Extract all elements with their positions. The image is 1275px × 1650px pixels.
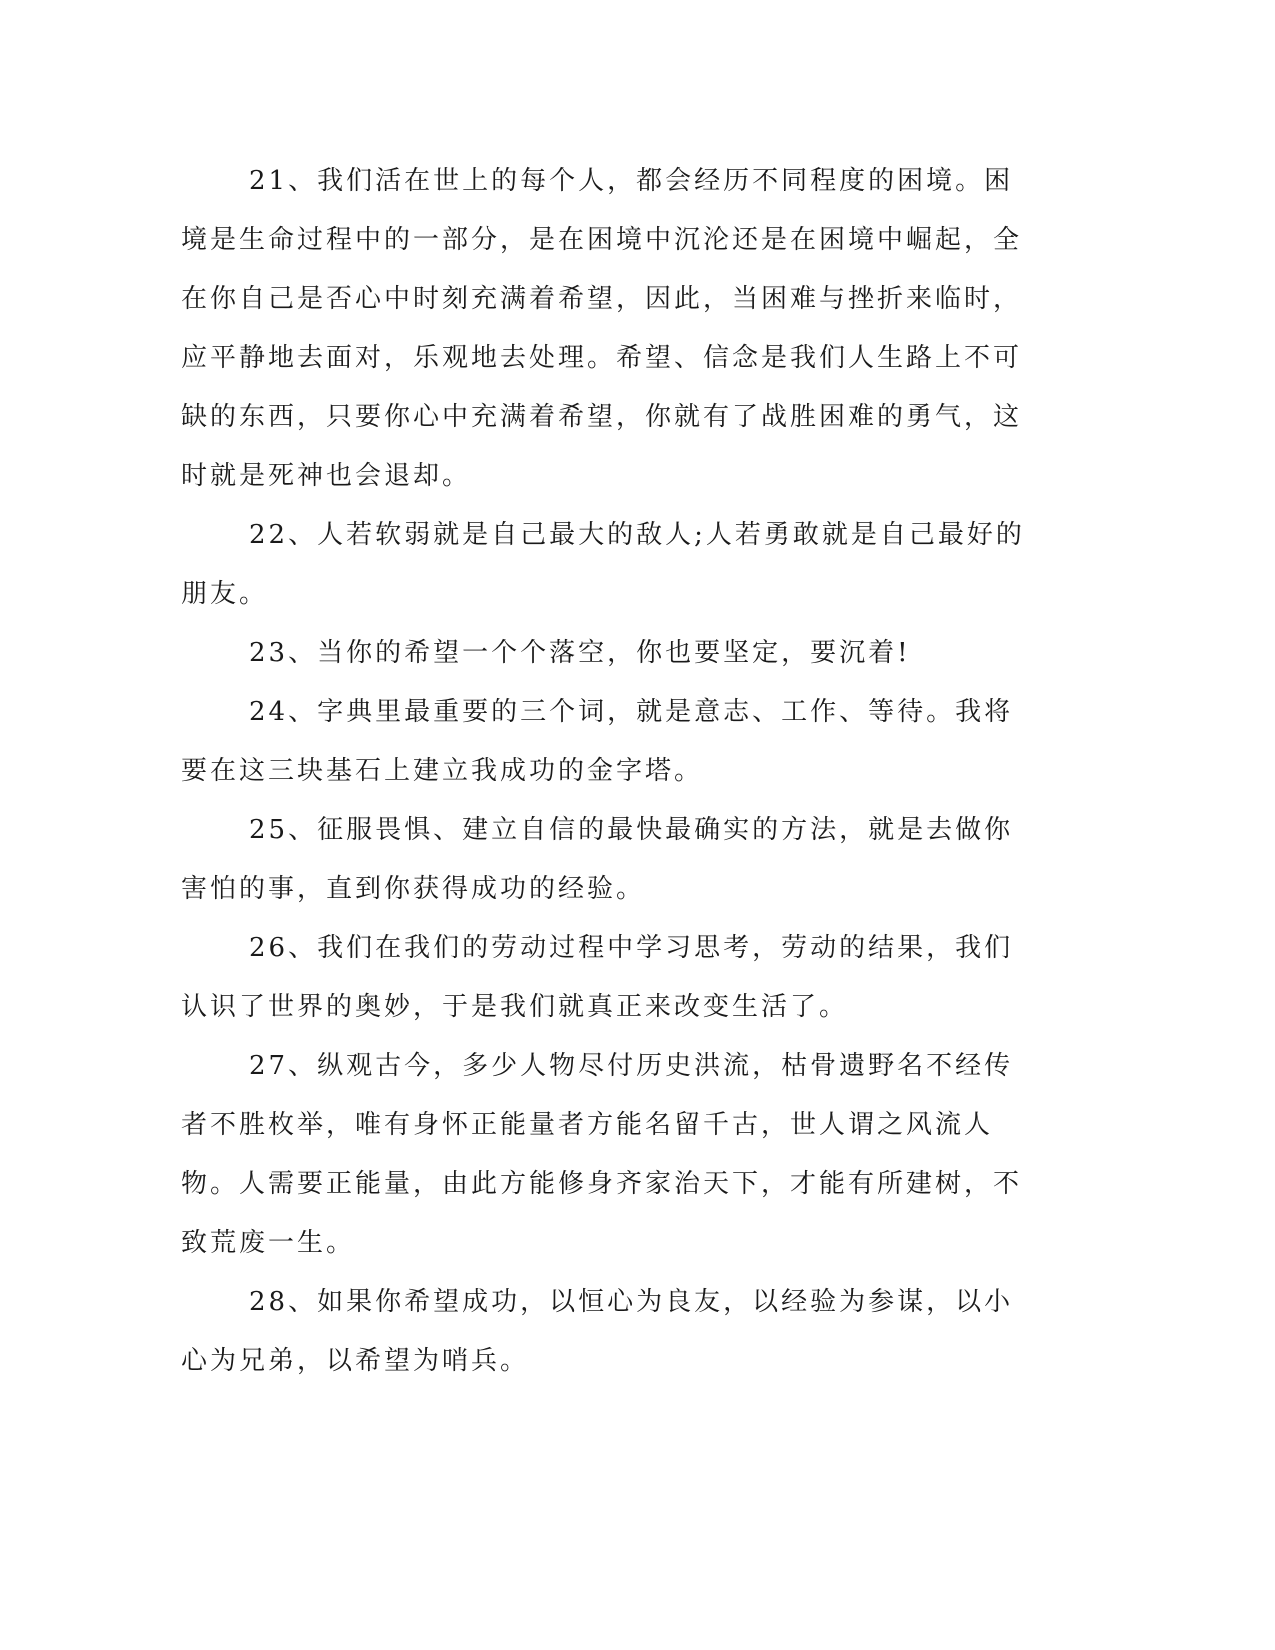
paragraph-28: 28、如果你希望成功，以恒心为良友，以经验为参谋，以小心为兄弟，以希望为哨兵。: [181, 1287, 1014, 1376]
paragraph-27: 27、纵观古今，多少人物尽付历史洪流，枯骨遗野名不经传者不胜枚举，唯有身怀正能量者方能名留千古，世人谓之风流人物。人需要正能量，由此方能修身齐家治天下，才能有所建树，不致荒废一生。: [181, 1051, 1023, 1258]
paragraph-25: 25、征服畏惧、建立自信的最快最确实的方法，就是去做你害怕的事，直到你获得成功的经验。: [181, 815, 1014, 904]
paragraph-24: 24、字典里最重要的三个词，就是意志、工作、等待。我将要在这三块基石上建立我成功的金字塔。: [181, 697, 1014, 786]
document-body: [181, 152, 1039, 1391]
paragraph-21: 21、我们活在世上的每个人，都会经历不同程度的困境。困境是生命过程中的一部分，是在困境中沉沦还是在困境中崛起，全在你自己是否心中时刻充满着希望，因此，当困难与挫折来临时，应平静地去面对，乐观地去处理。希望、信念是我们人生路上不可缺的东西，只要你心中充满着希望，你就有了战胜困难的勇气，这时就是死神也会退却。: [181, 166, 1023, 491]
paragraph-26: 26、我们在我们的劳动过程中学习思考，劳动的结果，我们认识了世界的奥妙，于是我们就真正来改变生活了。: [181, 933, 1014, 1022]
paragraph-23: 23、当你的希望一个个落空，你也要坚定，要沉着!: [249, 638, 911, 668]
paragraph-22: 22、人若软弱就是自己最大的敌人;人若勇敢就是自己最好的朋友。: [181, 520, 1025, 609]
